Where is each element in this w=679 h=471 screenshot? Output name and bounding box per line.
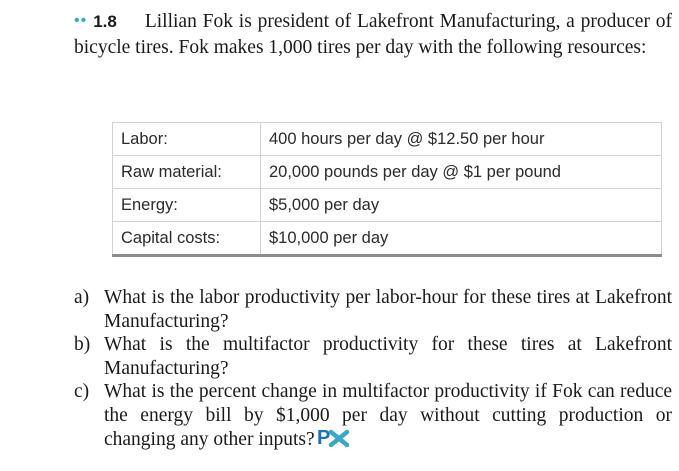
svg-text:P: P [316,427,330,447]
question-item-c [74,380,672,454]
table-row [113,123,662,156]
question-text: What is the percent change in multifactor productivity if Fok can reduce the energy bill by $1,000 per day without cutting production or changing any other inputs? [104,381,672,450]
difficulty-marker: •• [74,12,88,29]
problem-statement [74,10,672,60]
resource-label: Raw material: [113,156,261,189]
resource-value: 20,000 pounds per day @ $1 per pound [261,156,662,189]
question-item-a [74,286,672,333]
question-letter: b) [74,334,91,355]
resource-label: Energy: [113,189,261,222]
table-row [113,189,662,222]
resource-label: Capital costs: [113,222,261,256]
resources-table [112,122,662,257]
problem-number: 1.8 [93,12,117,31]
problem-intro [74,10,672,60]
px-logo-icon[interactable] [317,427,351,454]
question-list [74,286,672,454]
table-row [113,156,662,189]
question-letter: c) [74,381,90,402]
resource-value: $5,000 per day [261,189,662,222]
table-row [113,222,662,256]
problem-intro-text: Lillian Fok is president of Lakefront Manufacturing, a producer of bicycle tires. Fok makes 1,000 tires per day with the following resources: [74,11,672,58]
question-text: What is the labor productivity per labor-hour for these tires at Lakefront Manufacturing? [104,287,672,332]
question-item-b [74,333,672,380]
question-text: What is the multifactor productivity for these tires at Lakefront Manufacturing? [104,334,672,379]
question-letter: a) [74,287,90,308]
question-text-wrapper [104,380,672,454]
resource-label: Labor: [113,123,261,156]
resource-value: 400 hours per day @ $12.50 per hour [261,123,662,156]
resource-value: $10,000 per day [261,222,662,256]
